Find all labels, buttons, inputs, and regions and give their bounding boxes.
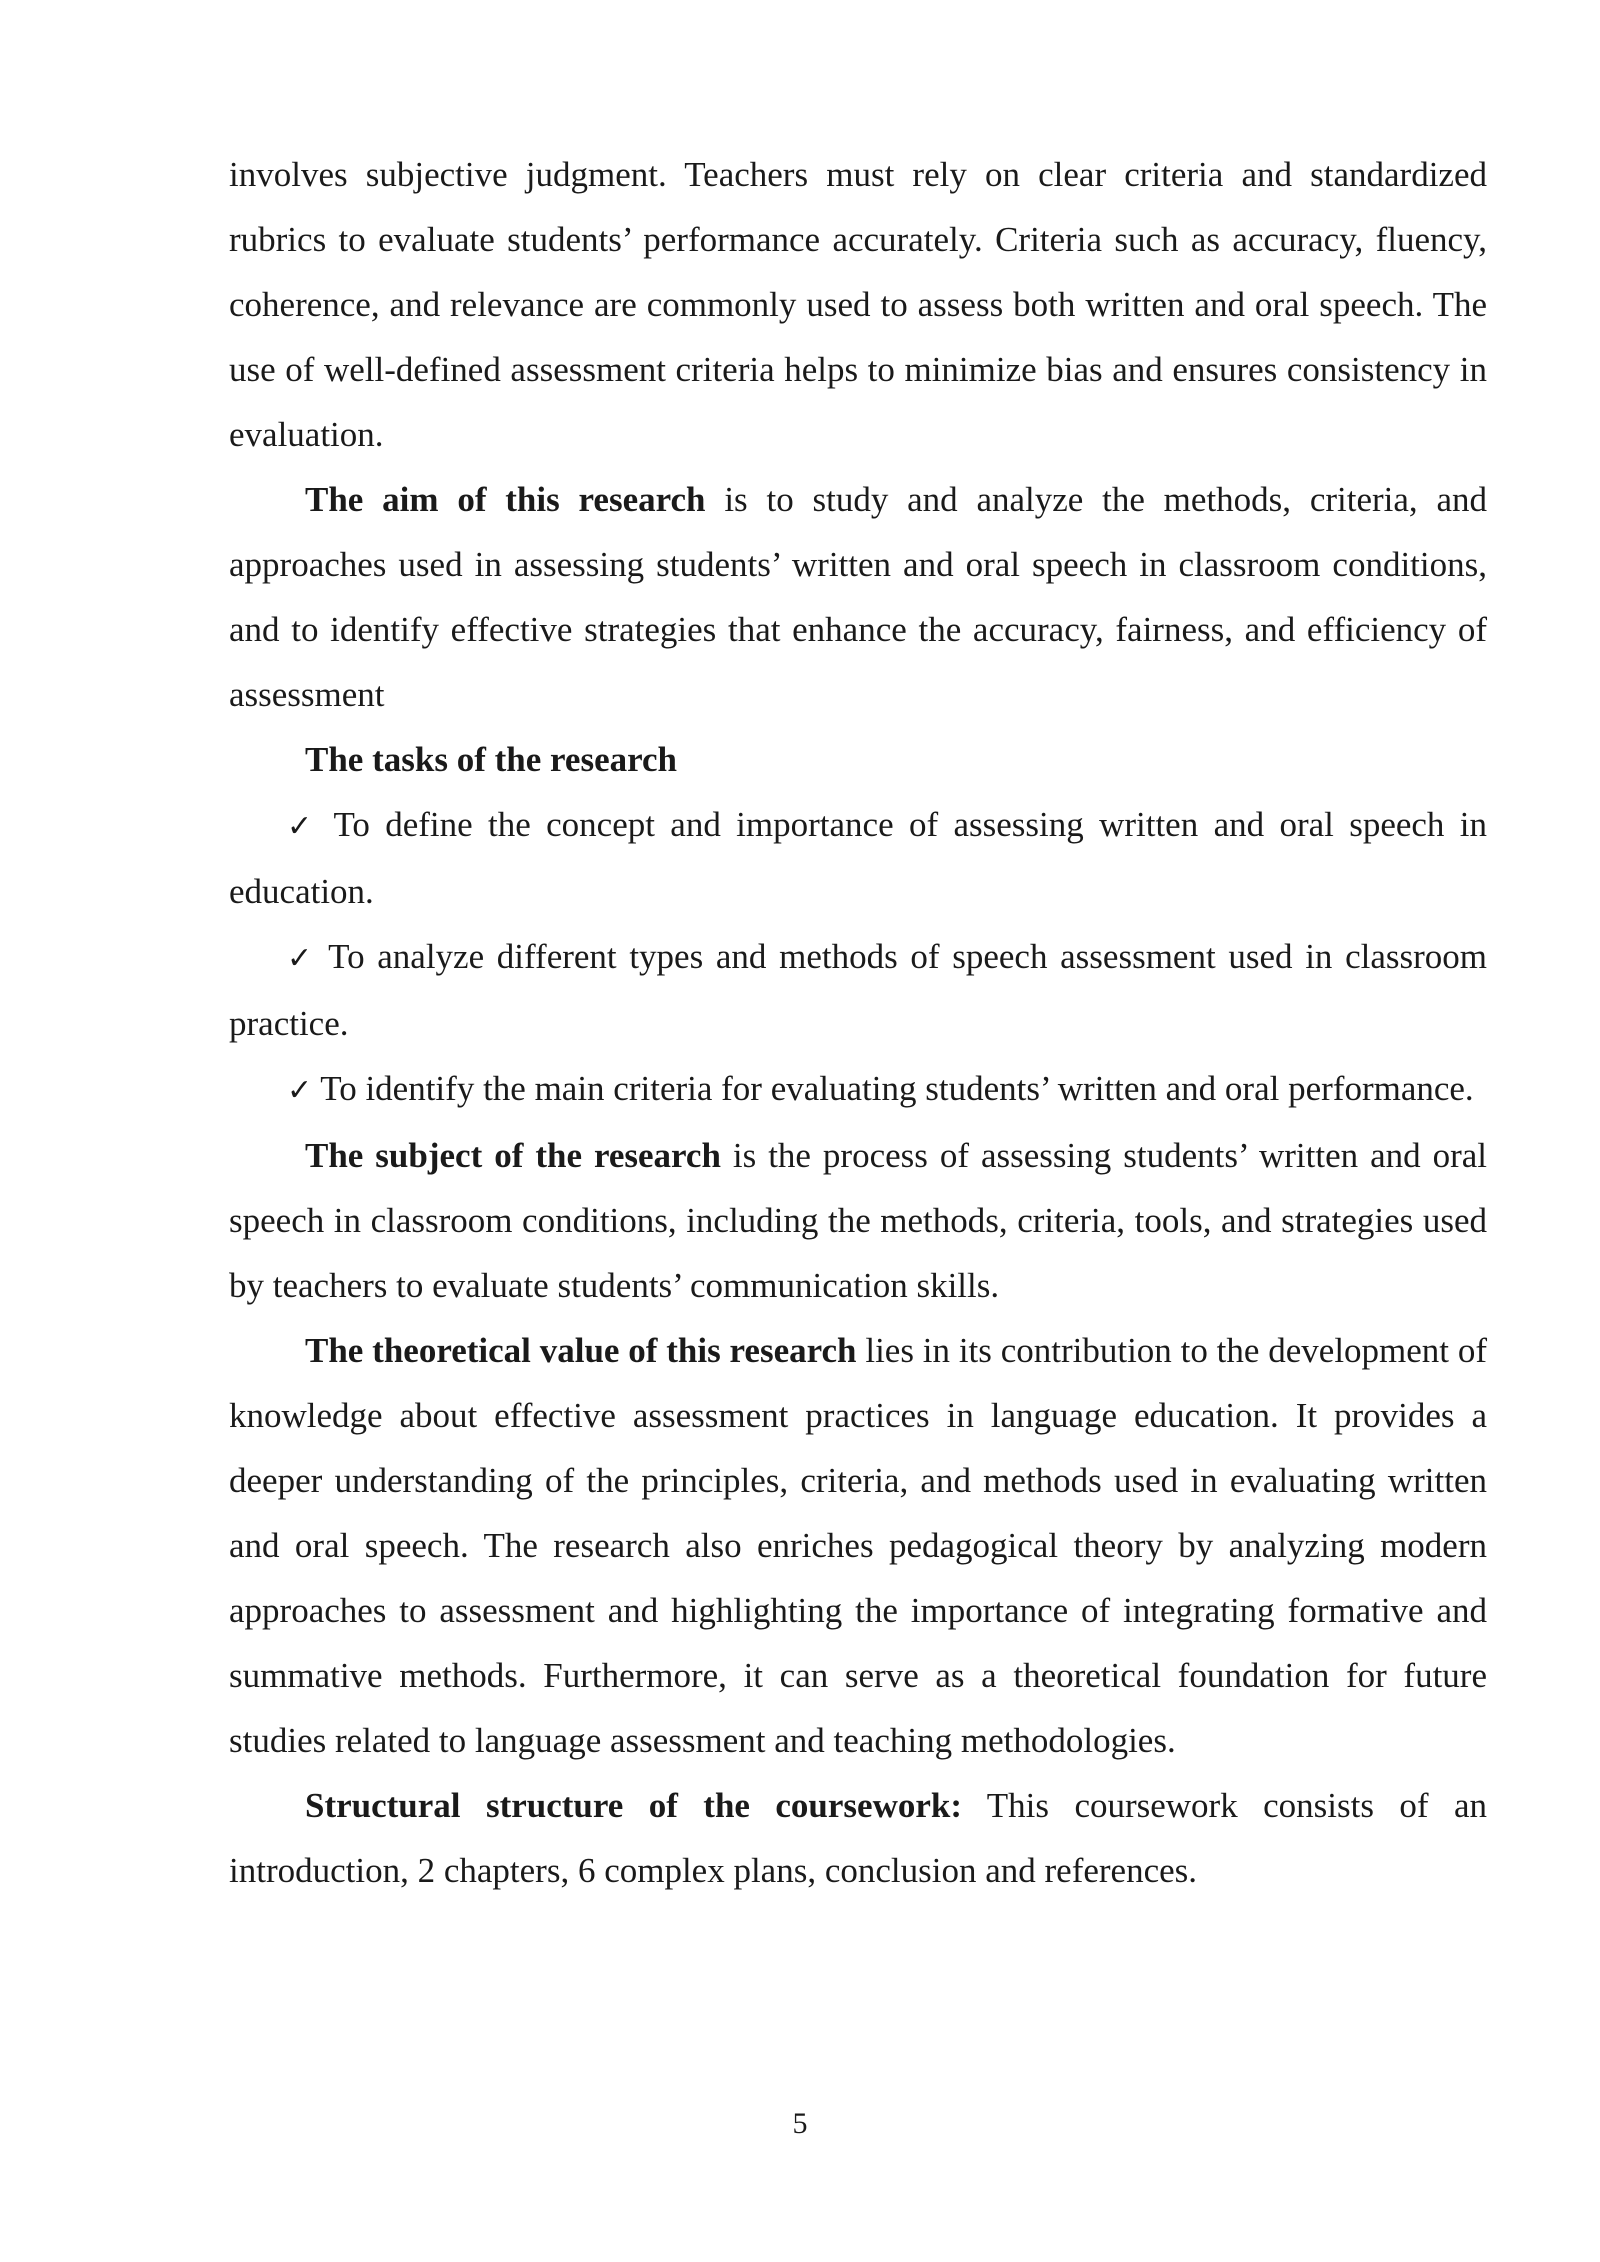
task-item	[229, 792, 1487, 924]
paragraph-intro-continuation: involves subjective judgment. Teachers must rely on clear criteria and standardized rubrics to evaluate students’ performance accurately. Criteria such as accuracy, fluency, coherence, and relevance are commonly used to assess both written and oral speech. The use of well-defined assessment criteria helps to minimize bias and ensures consistency in evaluation.	[229, 155, 1487, 454]
paragraph-subject	[229, 1123, 1487, 1318]
checkmark-icon: ✓	[287, 941, 317, 976]
paragraph-theoretical-value	[229, 1318, 1487, 1773]
task-item-text: To identify the main criteria for evaluating students’ written and oral performance.	[320, 1069, 1474, 1108]
aim-text: is to study and analyze the methods, criteria, and approaches used in assessing students’ written and oral speech in classroom conditions, and to identify effective strategies that enhance the accuracy, fairness, and efficiency of assessment	[229, 480, 1487, 714]
aim-heading: The aim of this research	[305, 480, 706, 519]
task-item	[229, 924, 1487, 1056]
paragraph-aim	[229, 467, 1487, 727]
task-item-text: To analyze different types and methods of speech assessment used in classroom practice.	[229, 937, 1488, 1043]
subject-text: is the process of assessing students’ written and oral speech in classroom conditions, including the methods, criteria, tools, and strategies used by teachers to evaluate students’ communication skills.	[229, 1136, 1487, 1305]
checkmark-icon: ✓	[287, 1073, 313, 1108]
paragraph-structure	[229, 1773, 1487, 1903]
structure-text: This coursework consists of an introduction, 2 chapters, 6 complex plans, conclusion and references.	[229, 1786, 1488, 1890]
tasks-heading	[229, 727, 1487, 792]
theoretical-value-heading: The theoretical value of this research	[305, 1331, 857, 1370]
page-number: 5	[792, 2107, 808, 2140]
structure-heading: Structural structure of the coursework:	[305, 1786, 963, 1825]
task-item-text: To define the concept and importance of assessing written and oral speech in education.	[229, 805, 1487, 911]
theoretical-value-text: lies in its contribution to the development of knowledge about effective assessment practices in language education. It provides a deeper understanding of the principles, criteria, and methods used in evaluating written and oral speech. The research also enriches pedagogical theory by analyzing modern approaches to assessment and highlighting the importance of integrating formative and summative methods. Furthermore, it can serve as a theoretical foundation for future studies related to language assessment and teaching methodologies.	[229, 1331, 1487, 1760]
subject-heading: The subject of the research	[305, 1136, 721, 1175]
task-item	[229, 1056, 1487, 1123]
document-body	[229, 142, 1487, 1903]
checkmark-icon: ✓	[287, 809, 319, 844]
tasks-heading-text: The tasks of the research	[305, 740, 678, 779]
